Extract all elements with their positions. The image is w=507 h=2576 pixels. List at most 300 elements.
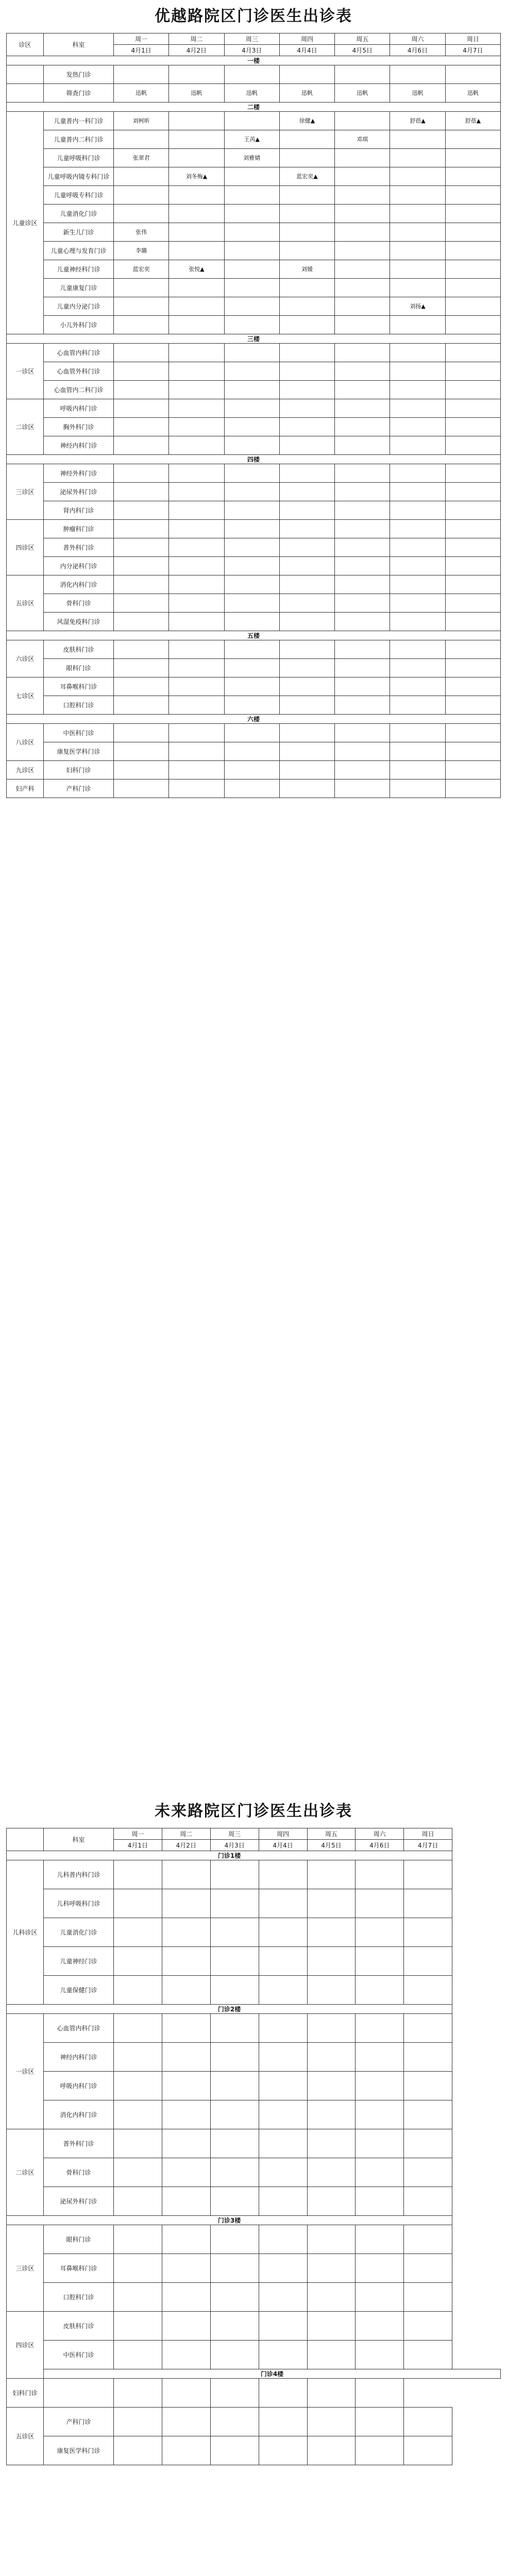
doctor-cell (335, 613, 390, 631)
zone-label: 儿童诊区 (7, 112, 44, 334)
doctor-cell (224, 167, 279, 186)
doctor-cell (404, 2100, 452, 2129)
floor-label: 一楼 (7, 56, 501, 65)
day-header: 周日 (445, 33, 500, 45)
doctor-cell (335, 520, 390, 538)
dept-name: 内分泌科门诊 (44, 557, 114, 575)
table-row (7, 1860, 501, 1889)
doctor-cell: 舒蓓▲ (390, 112, 445, 130)
table-row (7, 742, 501, 761)
doctor-cell (169, 575, 224, 594)
doctor-cell (114, 279, 169, 297)
doctor-cell: 刘扬▲ (390, 297, 445, 316)
doctor-cell (114, 436, 169, 455)
doctor-cell (335, 344, 390, 362)
doctor-cell (114, 659, 169, 677)
doctor-cell (169, 677, 224, 696)
table-row (7, 362, 501, 381)
doctor-cell (259, 2187, 307, 2216)
doctor-cell (390, 167, 445, 186)
doctor-cell (404, 2187, 452, 2216)
doctor-cell (162, 2436, 210, 2465)
date-header: 4月3日 (224, 45, 279, 56)
doctor-cell (114, 167, 169, 186)
doctor-cell (162, 2379, 210, 2408)
doctor-cell (210, 2436, 259, 2465)
floor-label: 四楼 (7, 455, 501, 464)
doctor-cell (335, 659, 390, 677)
dept-name: 发热门诊 (44, 65, 114, 84)
doctor-cell (279, 761, 334, 779)
doctor-cell (114, 2379, 162, 2408)
day-header: 周五 (335, 33, 390, 45)
day-header: 周二 (162, 1828, 210, 1840)
table-row (7, 2312, 501, 2341)
dept-name: 骨科门诊 (44, 2158, 114, 2187)
table-row (7, 399, 501, 418)
doctor-cell (279, 316, 334, 334)
doctor-cell (404, 1947, 452, 1976)
doctor-cell (114, 381, 169, 399)
table-row (7, 381, 501, 399)
doctor-cell (445, 279, 500, 297)
doctor-cell (404, 2436, 452, 2465)
table-row (7, 279, 501, 297)
doctor-cell (169, 594, 224, 613)
doctor-cell (445, 613, 500, 631)
doctor-cell (404, 2341, 452, 2369)
doctor-cell (114, 399, 169, 418)
doctor-cell (390, 742, 445, 761)
doctor-cell (356, 2312, 404, 2341)
doctor-cell (114, 538, 169, 557)
doctor-cell (259, 2254, 307, 2283)
dept-name: 泌尿外科门诊 (44, 483, 114, 501)
table-row (7, 2187, 501, 2216)
doctor-cell (279, 538, 334, 557)
zone-label (7, 84, 44, 103)
doctor-cell (390, 418, 445, 436)
doctor-cell (279, 418, 334, 436)
doctor-cell (210, 2014, 259, 2043)
doctor-cell (356, 2129, 404, 2158)
doctor-cell (169, 613, 224, 631)
doctor-cell (445, 659, 500, 677)
doctor-cell (224, 279, 279, 297)
dept-name: 妇科门诊 (7, 2379, 44, 2408)
doctor-cell (210, 2158, 259, 2187)
doctor-cell (224, 399, 279, 418)
dept-name: 口腔科门诊 (44, 696, 114, 715)
doctor-cell (279, 464, 334, 483)
doctor-cell (259, 2408, 307, 2436)
doctor-cell (114, 501, 169, 520)
table-row (7, 761, 501, 779)
floor-label: 三楼 (7, 334, 501, 344)
table-row (7, 659, 501, 677)
zone-label (7, 65, 44, 84)
doctor-cell (169, 362, 224, 381)
doctor-cell (404, 2043, 452, 2072)
table-row (7, 538, 501, 557)
doctor-cell (224, 613, 279, 631)
table-row (7, 1918, 501, 1947)
doctor-cell (335, 696, 390, 715)
floor-row (7, 2005, 501, 2014)
day-header: 周三 (210, 1828, 259, 1840)
doctor-cell (224, 260, 279, 279)
doctor-cell (404, 1889, 452, 1918)
schedule-table (6, 33, 501, 798)
doctor-cell (356, 1889, 404, 1918)
doctor-cell (445, 696, 500, 715)
doctor-cell (390, 696, 445, 715)
floor-label: 门诊3楼 (7, 2216, 452, 2225)
table-row (7, 779, 501, 798)
dept-name: 普外科门诊 (44, 2129, 114, 2158)
dept-name: 消化内科门诊 (44, 2100, 114, 2129)
doctor-cell (390, 149, 445, 167)
doctor-cell (162, 2014, 210, 2043)
doctor-cell (224, 483, 279, 501)
dept-name: 神经内科门诊 (44, 2043, 114, 2072)
doctor-cell (224, 520, 279, 538)
doctor-cell (445, 761, 500, 779)
doctor-cell (162, 2225, 210, 2254)
doctor-cell (307, 1947, 356, 1976)
doctor-cell: 刘雅婧 (224, 149, 279, 167)
zone-label: 三诊区 (7, 464, 44, 520)
dept-name: 儿童消化门诊 (44, 205, 114, 223)
dept-name: 儿童呼吸内镜专科门诊 (44, 167, 114, 186)
doctor-cell (445, 418, 500, 436)
doctor-cell (114, 640, 169, 659)
doctor-cell (224, 594, 279, 613)
dept-name: 儿童内分泌门诊 (44, 297, 114, 316)
doctor-cell (279, 149, 334, 167)
doctor-cell (390, 186, 445, 205)
table-row (7, 464, 501, 483)
doctor-cell (356, 2014, 404, 2043)
doctor-cell (390, 205, 445, 223)
doctor-cell (114, 362, 169, 381)
table-row (7, 418, 501, 436)
floor-label: 六楼 (7, 715, 501, 724)
doctor-cell (335, 501, 390, 520)
doctor-cell (335, 149, 390, 167)
floor-row (7, 631, 501, 640)
doctor-cell (335, 186, 390, 205)
table-row (7, 112, 501, 130)
doctor-cell (335, 399, 390, 418)
doctor-cell (224, 223, 279, 242)
doctor-cell (390, 677, 445, 696)
doctor-cell (114, 1918, 162, 1947)
doctor-cell: 蓝宏奕▲ (279, 167, 334, 186)
doctor-cell (259, 1860, 307, 1889)
doctor-cell (279, 186, 334, 205)
doctor-cell (169, 279, 224, 297)
doctor-cell (445, 186, 500, 205)
doctor-cell (210, 2341, 259, 2369)
doctor-cell (259, 2379, 307, 2408)
doctor-cell (335, 279, 390, 297)
dept-name: 儿童普内二科门诊 (44, 130, 114, 149)
doctor-cell (356, 2100, 404, 2129)
dept-name: 筛查门诊 (44, 84, 114, 103)
date-header: 4月4日 (279, 45, 334, 56)
doctor-cell (390, 464, 445, 483)
date-header: 4月1日 (114, 1840, 162, 1851)
doctor-cell (390, 316, 445, 334)
doctor-cell: 刘媛 (279, 260, 334, 279)
doctor-cell (279, 436, 334, 455)
doctor-cell (259, 2014, 307, 2043)
doctor-cell (356, 2254, 404, 2283)
doctor-cell (445, 149, 500, 167)
table-row (7, 520, 501, 538)
doctor-cell (114, 2014, 162, 2043)
doctor-cell (307, 2225, 356, 2254)
day-header: 周五 (307, 1828, 356, 1840)
table-row (7, 2341, 501, 2369)
zone-header (7, 1828, 44, 1851)
zone-label: 七诊区 (7, 677, 44, 715)
dept-name: 呼吸内科门诊 (44, 399, 114, 418)
table-row (7, 1889, 501, 1918)
floor-label: 二楼 (7, 103, 501, 112)
doctor-cell (335, 260, 390, 279)
doctor-cell (169, 418, 224, 436)
doctor-cell (356, 2341, 404, 2369)
doctor-cell (114, 2129, 162, 2158)
dept-name: 口腔科门诊 (44, 2283, 114, 2312)
doctor-cell (114, 297, 169, 316)
doctor-cell (279, 501, 334, 520)
doctor-cell (114, 742, 169, 761)
doctor-cell (162, 2187, 210, 2216)
doctor-cell (307, 2072, 356, 2100)
doctor-cell: 王芮▲ (224, 130, 279, 149)
table-row (7, 1947, 501, 1976)
doctor-cell (210, 1860, 259, 1889)
doctor-cell (445, 742, 500, 761)
doctor-cell (390, 381, 445, 399)
doctor-cell (114, 316, 169, 334)
doctor-cell (335, 167, 390, 186)
date-header: 4月5日 (335, 45, 390, 56)
doctor-cell (445, 223, 500, 242)
doctor-cell (307, 1918, 356, 1947)
doctor-cell (390, 260, 445, 279)
dept-name: 耳鼻喉科门诊 (44, 2254, 114, 2283)
floor-row (7, 56, 501, 65)
zone-label: 儿科诊区 (7, 1860, 44, 2005)
doctor-cell (169, 381, 224, 399)
doctor-cell (279, 640, 334, 659)
doctor-cell (279, 724, 334, 742)
floor-label: 五楼 (7, 631, 501, 640)
doctor-cell (114, 2225, 162, 2254)
dept-name: 心血管内科门诊 (44, 344, 114, 362)
doctor-cell (162, 2072, 210, 2100)
dept-name: 儿童呼吸科门诊 (44, 149, 114, 167)
doctor-cell (445, 399, 500, 418)
doctor-cell (162, 2408, 210, 2436)
doctor-cell (356, 2379, 404, 2408)
dept-name: 儿童消化门诊 (44, 1918, 114, 1947)
doctor-cell (390, 538, 445, 557)
doctor-cell (224, 344, 279, 362)
doctor-cell (210, 2100, 259, 2129)
doctor-cell: 迅帆 (224, 84, 279, 103)
doctor-cell (404, 1918, 452, 1947)
doctor-cell (356, 2187, 404, 2216)
dept-name: 儿童普内一科门诊 (44, 112, 114, 130)
doctor-cell (169, 724, 224, 742)
doctor-cell: 邓琪 (335, 130, 390, 149)
doctor-cell (224, 112, 279, 130)
doctor-cell (445, 167, 500, 186)
doctor-cell (390, 223, 445, 242)
zone-label: 五诊区 (7, 2408, 44, 2465)
floor-label: 门诊1楼 (7, 1851, 452, 1860)
doctor-cell: 李璐 (114, 242, 169, 260)
table-row (7, 2379, 501, 2408)
doctor-cell (404, 1860, 452, 1889)
doctor-cell (445, 483, 500, 501)
dept-name: 儿童心理与发育门诊 (44, 242, 114, 260)
doctor-cell (390, 344, 445, 362)
doctor-cell (224, 242, 279, 260)
doctor-cell (335, 242, 390, 260)
doctor-cell (335, 316, 390, 334)
doctor-cell (279, 594, 334, 613)
doctor-cell (279, 399, 334, 418)
dept-name: 康复医学科门诊 (44, 2436, 114, 2465)
doctor-cell (404, 2225, 452, 2254)
table-row (7, 501, 501, 520)
doctor-cell (162, 2341, 210, 2369)
zone-label: 五诊区 (7, 575, 44, 631)
date-header: 4月7日 (404, 1840, 452, 1851)
doctor-cell (114, 761, 169, 779)
doctor-cell (307, 2100, 356, 2129)
doctor-cell (390, 436, 445, 455)
doctor-cell (224, 464, 279, 483)
doctor-cell (356, 2158, 404, 2187)
table-row (7, 2158, 501, 2187)
doctor-cell (169, 483, 224, 501)
doctor-cell (114, 696, 169, 715)
table-row (7, 436, 501, 455)
doctor-cell (445, 501, 500, 520)
doctor-cell (114, 779, 169, 798)
table-row (7, 557, 501, 575)
doctor-cell (259, 2043, 307, 2072)
doctor-cell (356, 2436, 404, 2465)
doctor-cell (390, 724, 445, 742)
doctor-cell (335, 297, 390, 316)
table-row (7, 149, 501, 167)
doctor-cell (259, 2100, 307, 2129)
table-row (7, 316, 501, 334)
table-row (7, 2043, 501, 2072)
doctor-cell (279, 696, 334, 715)
zone-label: 二诊区 (7, 2129, 44, 2216)
floor-row (7, 334, 501, 344)
doctor-cell (210, 2254, 259, 2283)
table-row (7, 2283, 501, 2312)
doctor-cell (335, 112, 390, 130)
doctor-cell (279, 575, 334, 594)
doctor-cell (445, 594, 500, 613)
dept-name: 新生儿门诊 (44, 223, 114, 242)
doctor-cell (307, 2312, 356, 2341)
doctor-cell (169, 297, 224, 316)
doctor-cell (259, 2072, 307, 2100)
doctor-cell (210, 2379, 259, 2408)
doctor-cell: 刘柯昕 (114, 112, 169, 130)
doctor-cell: 徐健▲ (279, 112, 334, 130)
doctor-cell (162, 1947, 210, 1976)
floor-row (7, 103, 501, 112)
doctor-cell (169, 130, 224, 149)
doctor-cell (114, 1889, 162, 1918)
doctor-cell (335, 464, 390, 483)
doctor-cell (404, 2254, 452, 2283)
doctor-cell (44, 2379, 114, 2408)
doctor-cell (356, 1860, 404, 1889)
doctor-cell (114, 2283, 162, 2312)
dept-name: 儿童保健门诊 (44, 1976, 114, 2005)
doctor-cell (390, 659, 445, 677)
dept-name: 儿科呼吸科门诊 (44, 1889, 114, 1918)
dept-name: 儿科普内科门诊 (44, 1860, 114, 1889)
table-row (7, 640, 501, 659)
date-header: 4月7日 (445, 45, 500, 56)
doctor-cell (224, 205, 279, 223)
table-row (7, 677, 501, 696)
doctor-cell (307, 2187, 356, 2216)
table-row (7, 483, 501, 501)
dept-name: 儿童神经科门诊 (44, 260, 114, 279)
doctor-cell (335, 724, 390, 742)
doctor-cell (210, 2187, 259, 2216)
doctor-cell (279, 381, 334, 399)
doctor-cell (169, 65, 224, 84)
doctor-cell (404, 2158, 452, 2187)
dept-name: 眼科门诊 (44, 2225, 114, 2254)
doctor-cell (356, 2408, 404, 2436)
doctor-cell (279, 297, 334, 316)
doctor-cell (114, 594, 169, 613)
dept-name: 中医科门诊 (44, 2341, 114, 2369)
doctor-cell (162, 2312, 210, 2341)
table-row (7, 2254, 501, 2283)
doctor-cell (169, 186, 224, 205)
doctor-cell (279, 205, 334, 223)
doctor-cell (335, 742, 390, 761)
doctor-cell (162, 2100, 210, 2129)
day-header: 周二 (169, 33, 224, 45)
doctor-cell (114, 520, 169, 538)
doctor-cell (169, 538, 224, 557)
doctor-cell (390, 761, 445, 779)
doctor-cell (390, 557, 445, 575)
doctor-cell (259, 1947, 307, 1976)
doctor-cell (356, 2072, 404, 2100)
